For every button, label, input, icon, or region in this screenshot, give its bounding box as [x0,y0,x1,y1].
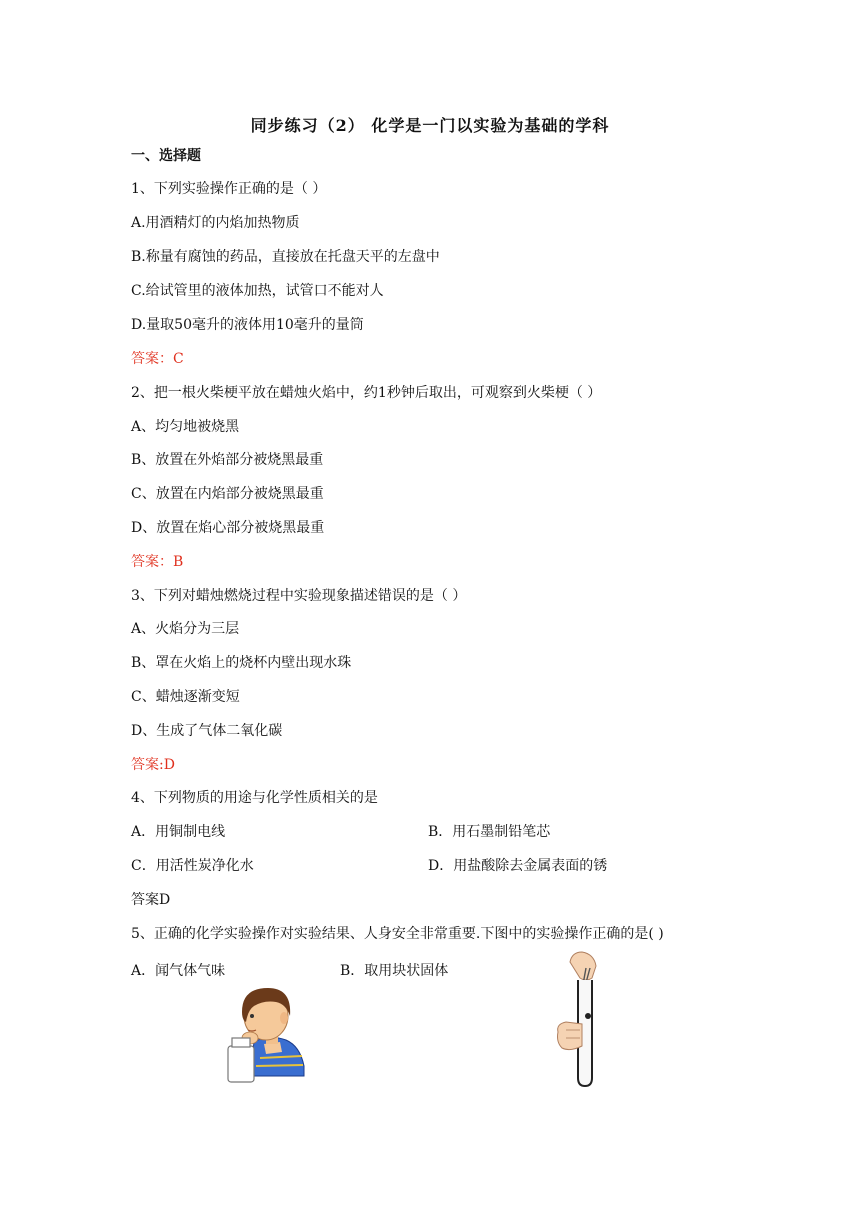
section-heading: 一、选择题 [131,148,201,164]
question-3-option-c: C、蜡烛逐渐变短 [131,689,240,705]
question-2-option-d: D、放置在焰心部分被烧黑最重 [131,520,325,536]
question-3-option-b: B、罩在火焰上的烧杯内壁出现水珠 [131,655,352,671]
question-3-option-d: D、生成了气体二氧化碳 [131,723,283,739]
page-title: 同步练习（2） 化学是一门以实验为基础的学科 [250,116,610,135]
question-4-stem: 4、下列物质的用途与化学性质相关的是 [131,790,378,806]
question-2-option-b: B、放置在外焰部分被烧黑最重 [131,452,324,468]
question-5-option-a: A．闻气体气味 [131,963,226,979]
question-4-option-d: D．用盐酸除去金属表面的锈 [428,858,608,874]
question-4-option-a: A．用铜制电线 [131,824,226,840]
question-2-option-a: A、均匀地被烧黑 [131,419,240,435]
question-3-option-a: A、火焰分为三层 [131,621,240,637]
question-4-option-c: C．用活性炭净化水 [131,858,254,874]
question-2-option-c: C、放置在内焰部分被烧黑最重 [131,486,324,502]
question-1-option-a: A.用酒精灯的内焰加热物质 [131,215,300,231]
question-5-option-b: B．取用块状固体 [340,963,449,979]
question-4-answer: 答案D [131,892,171,908]
question-1-answer: 答案：C [131,351,184,367]
smelling-gas-illustration [220,980,310,1085]
question-1-stem: 1、下列实验操作正确的是（ ） [131,181,327,197]
question-2-answer: 答案：B [131,554,184,570]
test-tube-solid-illustration [552,950,612,1090]
question-2-stem: 2、把一根火柴梗平放在蜡烛火焰中，约1秒钟后取出，可观察到火柴梗（ ） [131,385,602,401]
question-4-option-b: B．用石墨制铅笔芯 [428,824,551,840]
question-1-option-d: D.量取50毫升的液体用10毫升的量筒 [131,317,364,333]
question-3-stem: 3、下列对蜡烛燃烧过程中实验现象描述错误的是（ ） [131,588,467,604]
question-5-stem: 5、正确的化学实验操作对实验结果、人身安全非常重要.下图中的实验操作正确的是( ) [131,926,664,942]
question-3-answer: 答案:D [131,757,175,773]
question-1-option-b: B.称量有腐蚀的药品，直接放在托盘天平的左盘中 [131,249,440,265]
question-1-option-c: C.给试管里的液体加热，试管口不能对人 [131,283,384,299]
